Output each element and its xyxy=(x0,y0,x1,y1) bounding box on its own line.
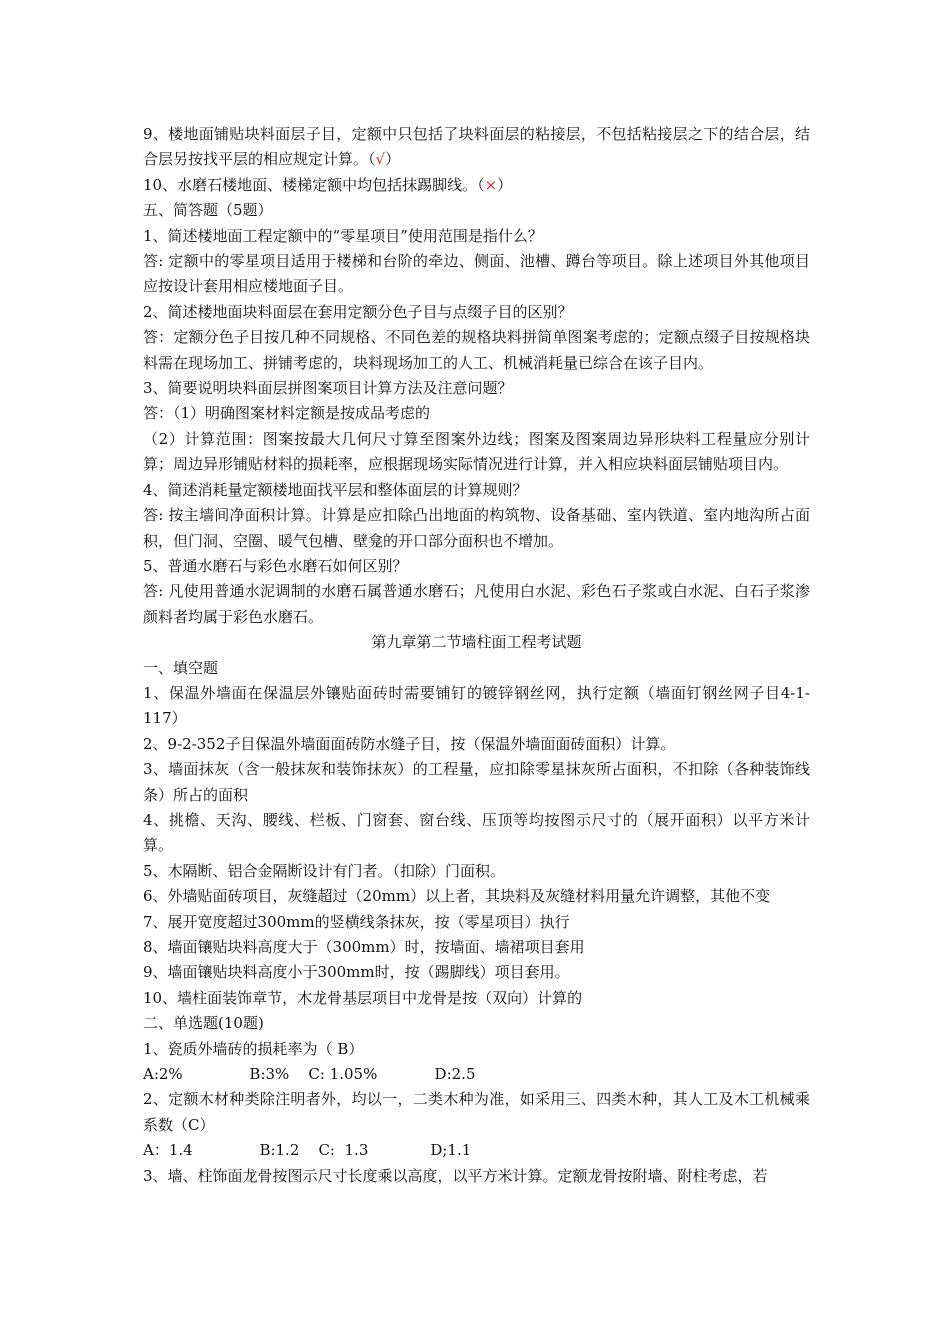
choice-question: 3、墙、柱饰面龙骨按图示尺寸长度乘以高度，以平方米计算。定额龙骨按附墙、附柱考虑，若 xyxy=(143,1166,768,1185)
checkmark-icon: √ xyxy=(375,150,386,169)
fill-blank-item: 5、木隔断、铝合金隔断设计有门者。（扣除）门面积。 xyxy=(143,861,506,880)
section-heading: 五、简答题（5题） xyxy=(143,201,273,220)
fill-blank-item: 4、挑檐、天沟、腰线、栏板、门窗套、窗台线、压顶等均按图示尺寸的（展开面积）以平方米计算。 xyxy=(143,810,810,855)
answer: 答: 定额中的零星项目适用于楼梯和台阶的牵边、侧面、池槽、蹲台等项目。除上述项目外其他项目应按设计套用相应楼地面子目。 xyxy=(143,252,810,296)
paragraph-judge-9 xyxy=(143,122,810,173)
answer: 答: 按主墙间净面积计算。计算是应扣除凸出地面的构筑物、设备基础、室内铁道、室内地沟所占面积，但门洞、空圈、暖气包槽、壁龛的开口部分面积也不增加。 xyxy=(143,506,810,550)
paragraph-text: 9、楼地面铺贴块料面层子目，定额中只包括了块料面层的粘接层，不包括粘接层之下的结合层，结合层另按找平层的相应规定计算。（ xyxy=(143,125,810,169)
chapter-title: 第九章第二节墙柱面工程考试题 xyxy=(371,633,582,652)
paragraph-text: 10、水磨石楼地面、楼梯定额中均包括抹踢脚线。（ xyxy=(143,175,485,194)
question: 2、简述楼地面块料面层在套用定额分色子目与点缀子目的区别？ xyxy=(143,302,573,321)
question: 4、简述消耗量定额楼地面找平层和整体面层的计算规则？ xyxy=(143,480,528,499)
answer: （2）计算范围：图案按最大几何尺寸算至图案外边线；图案及图案周边异形块料工程量应分别计算；周边异形铺贴材料的损耗率，应根据现场实际情况进行计算，并入相应块料面层铺贴项目内。 xyxy=(143,429,810,474)
question: 5、普通水磨石与彩色水磨石如何区别？ xyxy=(143,556,408,575)
section-heading: 一、填空题 xyxy=(143,658,219,677)
document-body xyxy=(143,122,810,1189)
fill-blank-item: 9、墙面镶贴块料高度小于300mm时，按（踢脚线）项目套用。 xyxy=(143,963,570,982)
paragraph-text: ） xyxy=(497,175,513,194)
paragraph-judge-10 xyxy=(143,173,810,198)
question: 1、简述楼地面工程定额中的“零星项目”使用范围是指什么？ xyxy=(143,226,543,245)
fill-blank-item: 1、保温外墙面在保温层外镶贴面砖时需要铺钉的镀锌钢丝网，执行定额（墙面钉钢丝网子目4-1-117） xyxy=(143,683,810,728)
fill-blank-item: 3、墙面抹灰（含一般抹灰和装饰抹灰）的工程量，应扣除零星抹灰所占面积，不扣除（各种装饰线条）所占的面积 xyxy=(143,760,810,804)
answer: 答：定额分色子目按几种不同规格、不同色差的规格块料拼简单图案考虑的；定额点缀子目按规格块料需在现场加工、拼铺考虑的，块料现场加工的人工、机械消耗量已综合在该子目内。 xyxy=(143,328,810,372)
question: 3、简要说明块料面层拼图案项目计算方法及注意问题？ xyxy=(143,379,513,398)
choice-options: A:2% B:3% C: 1.05% D:2.5 xyxy=(143,1065,476,1084)
cross-icon: × xyxy=(484,175,498,194)
answer: 答: 凡使用普通水泥调制的水磨石属普通水磨石；凡使用白水泥、彩色石子浆或白水泥、白石子浆渗颜料者均属于彩色水磨石。 xyxy=(143,582,810,626)
fill-blank-item: 8、墙面镶贴块料高度大于（300mm）时，按墙面、墙裙项目套用 xyxy=(143,938,585,956)
answer: 答：（1）明确图案材料定额是按成品考虑的 xyxy=(143,404,431,423)
fill-blank-item: 6、外墙贴面砖项目，灰缝超过（20mm）以上者，其块料及灰缝材料用量允许调整，其他不变 xyxy=(143,887,771,906)
choice-question: 1、瓷质外墙砖的损耗率为（ B） xyxy=(143,1039,364,1058)
choice-options: A：1.4 B:1.2 C: 1.3 D;1.1 xyxy=(143,1141,472,1160)
fill-blank-item: 10、墙柱面装饰章节，木龙骨基层项目中龙骨是按（双向）计算的 xyxy=(143,988,583,1007)
fill-blank-item: 7、展开宽度超过300mm的竖横线条抹灰，按（零星项目）执行 xyxy=(143,912,570,931)
section-heading: 二、单选题(10题) xyxy=(143,1014,264,1033)
choice-question: 2、定额木材种类除注明者外，均以一，二类木种为准，如采用三、四类木种，其人工及木工机械乘系数（C） xyxy=(143,1090,810,1134)
paragraph-text: ） xyxy=(385,150,401,169)
fill-blank-item: 2、9-2-352子目保温外墙面面砖防水缝子目，按（保温外墙面面砖面积）计算。 xyxy=(143,734,676,753)
